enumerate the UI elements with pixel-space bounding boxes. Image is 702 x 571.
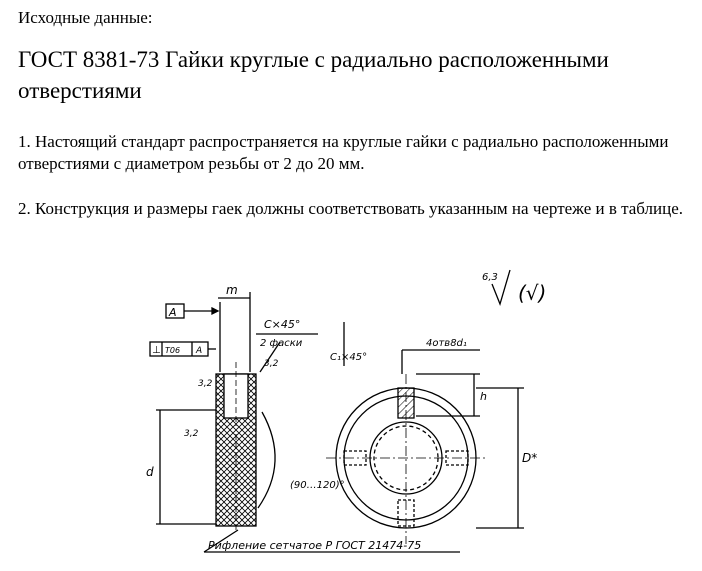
page-title: ГОСТ 8381-73 Гайки круглые с радиально расположенными отверстиями	[18, 47, 609, 103]
roughness-side-label: 3,2	[264, 359, 279, 369]
caption: Исходные данные:	[18, 8, 153, 27]
dim-D-label: D*	[522, 451, 538, 465]
roughness-paren-label: (√)	[518, 281, 547, 305]
radial-hole-top	[398, 388, 414, 418]
technical-drawing	[140, 262, 700, 568]
tolerance-value: T06	[165, 346, 181, 355]
angle-label: (90…120)°	[290, 480, 345, 491]
chamfers-note: 2 фаски	[260, 338, 303, 349]
holes-label: 4отв8d₁	[426, 338, 467, 349]
c1-label: C₁×45°	[330, 352, 368, 363]
roughness-main-label: 6,3	[482, 272, 498, 283]
paragraph-1: 1. Настоящий стандарт распространяется на круглые гайки с радиально расположенными отверстиями с диаметром резьбы от 2 до 20 мм.	[18, 132, 669, 173]
dim-m-label: m	[226, 283, 238, 297]
roughness-left-mid-label: 3,2	[184, 429, 199, 439]
paragraph-2: 2. Конструкция и размеры гаек должны соответствовать указанным на чертеже и в таблице.	[18, 199, 683, 218]
dim-d-label: d	[146, 465, 154, 479]
roughness-left-top-label: 3,2	[198, 379, 213, 389]
tolerance-datum: A	[196, 346, 203, 356]
dim-h-label: h	[480, 390, 487, 403]
tolerance-sign: ⊥	[152, 345, 161, 356]
knurl-note: Рифление сетчатое Р ГОСТ 21474-75	[208, 539, 422, 552]
chamfer-label: C×45°	[264, 318, 301, 331]
datum-a-label: A	[169, 306, 177, 319]
